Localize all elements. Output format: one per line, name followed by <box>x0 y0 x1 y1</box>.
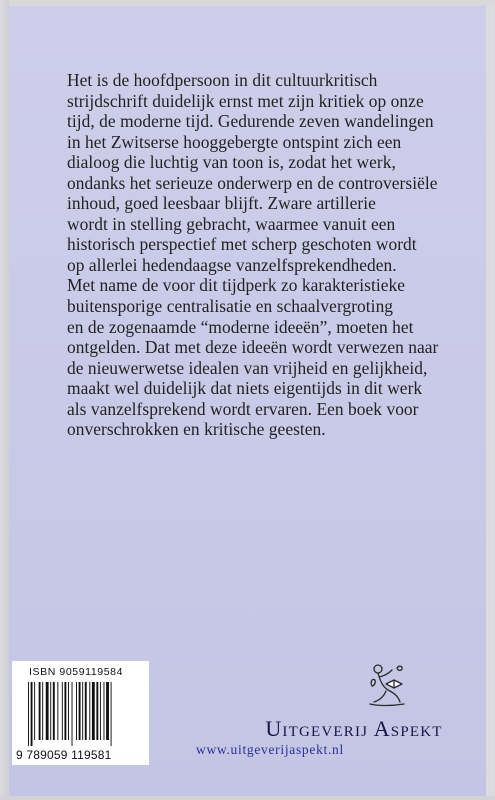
page-edges <box>486 6 495 800</box>
isbn-text: ISBN 9059119584 <box>29 666 124 678</box>
spine-edge <box>0 0 9 800</box>
blurb-text: Het is de hoofdpersoon in dit cultuurkritisch strijdschrift duidelijk ernst met zijn kritiek op onze tijd, de moderne tijd. Gedurende zeven wandelingen in het Zwitserse hooggebergte ontspint zich een dialoog die luchtig van toon is, zodat het werk, ondanks het serieuze onderwerp en de controversiële inhoud, goed leesbaar blijft. Zware artillerie wordt in stelling gebracht, waarmee vanuit een historisch perspectief met scherp geschoten wordt op allerlei hedendaagse vanzelfsprekendheden. Met name de voor dit tijdperk zo karakteristieke buitensporige centralisatie en schaalvergroting en de zogenaamde “moderne ideeën”, moeten het ontgelden. Dat met deze ideeën wordt verwezen naar de nieuwerwetse idealen van vrijheid en gelijkheid, maakt wel duidelijk dat niets eigentijds in dit werk als vanzelfsprekend wordt ervaren. Een boek voor onverschrokken en kritische geesten. <box>67 70 439 440</box>
publisher-website: www.uitgeverijaspekt.nl <box>196 742 344 757</box>
publisher-name <box>0 716 495 742</box>
barcode-digits: 9 789059 119581 <box>16 748 112 762</box>
bottom-edge <box>0 796 495 800</box>
publisher-name-text: Uitgeverij Aspekt <box>265 716 443 741</box>
reading-figure-logo-icon <box>364 660 408 708</box>
